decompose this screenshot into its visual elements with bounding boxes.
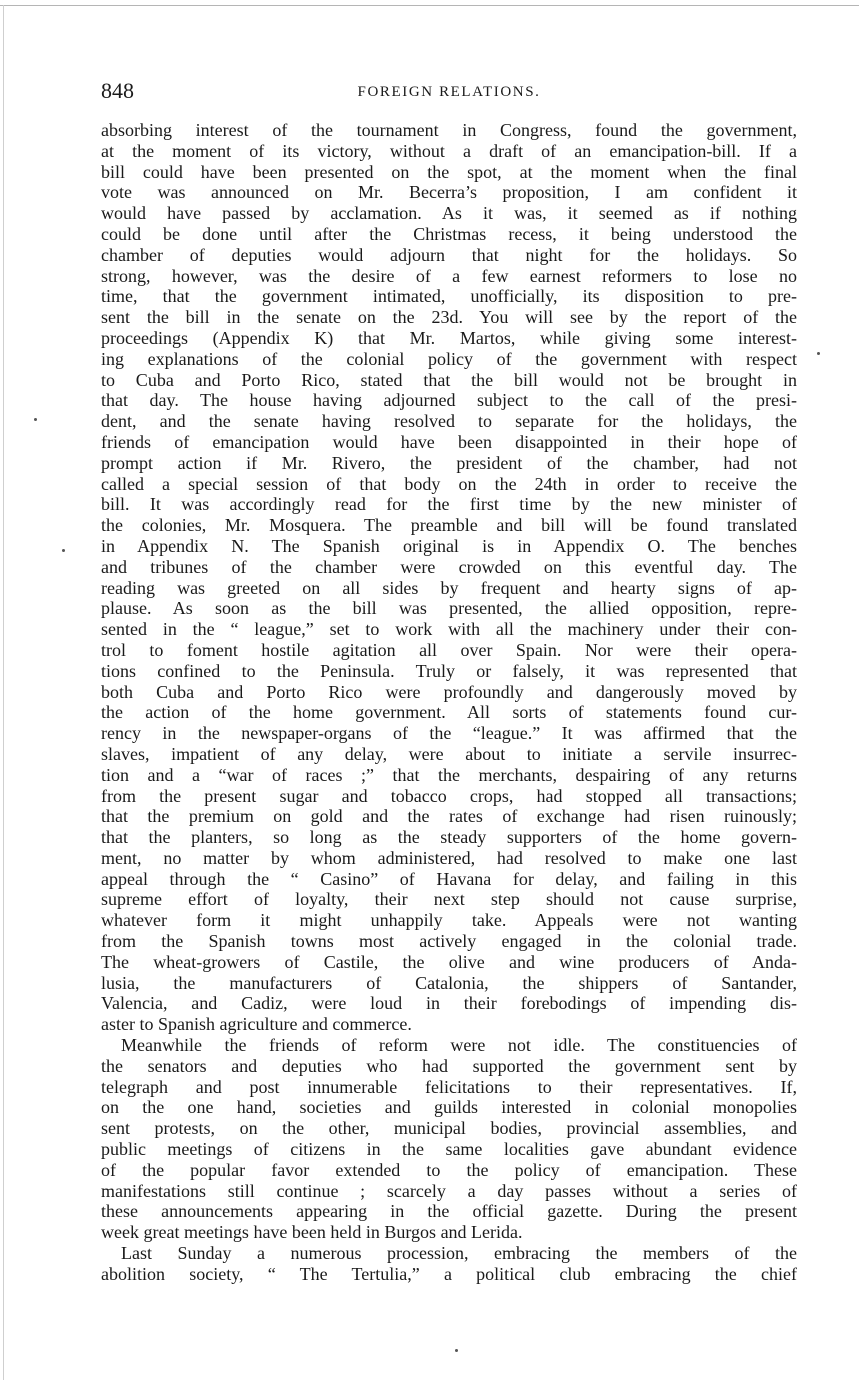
text-line: prompt action if Mr. Rivero, the president of the chamber, had not bbox=[101, 452, 797, 473]
text-line: bill could have been presented on the spot, at the moment when the final bbox=[101, 161, 797, 182]
text-line: slaves, impatient of any delay, were about to initiate a servile insurrec- bbox=[101, 743, 797, 764]
page-header bbox=[101, 78, 797, 108]
text-line: on the one hand, societies and guilds interested in colonial monopolies bbox=[101, 1097, 797, 1118]
text-line: called a special session of that body on the 24th in order to receive the bbox=[101, 473, 797, 494]
text-line: could be done until after the Christmas recess, it being understood the bbox=[101, 223, 797, 244]
text-line: the action of the home government. All sorts of statements found cur- bbox=[101, 702, 797, 723]
text-line: the senators and deputies who had supported the government sent by bbox=[101, 1055, 797, 1076]
text-line: to Cuba and Porto Rico, stated that the bill would not be brought in bbox=[101, 369, 797, 390]
margin-speck bbox=[62, 549, 65, 552]
text-line: abolition society, “ The Tertulia,” a political club embracing the chief bbox=[101, 1263, 797, 1284]
text-line: plause. As soon as the bill was presented, the allied opposition, repre- bbox=[101, 598, 797, 619]
text-line: The wheat-growers of Castile, the olive and wine producers of Anda- bbox=[101, 951, 797, 972]
text-line: time, that the government intimated, unofficially, its disposition to pre- bbox=[101, 286, 797, 307]
paragraph bbox=[101, 1243, 797, 1285]
text-line: friends of emancipation would have been disappointed in their hope of bbox=[101, 431, 797, 452]
text-line: that the planters, so long as the steady supporters of the home govern- bbox=[101, 827, 797, 848]
text-line: from the Spanish towns most actively engaged in the colonial trade. bbox=[101, 931, 797, 952]
text-line: absorbing interest of the tournament in Congress, found the government, bbox=[101, 120, 797, 140]
body-text bbox=[101, 120, 797, 1285]
text-line: tion and a “war of races ;” that the merchants, despairing of any returns bbox=[101, 764, 797, 785]
text-line: the colonies, Mr. Mosquera. The preamble and bill will be found translated bbox=[101, 515, 797, 536]
text-line: Last Sunday a numerous procession, embracing the members of the bbox=[121, 1243, 797, 1264]
text-line: telegraph and post innumerable felicitations to their representatives. If, bbox=[101, 1076, 797, 1097]
text-line: that the premium on gold and the rates of exchange had risen ruinously; bbox=[101, 806, 797, 827]
margin-speck bbox=[455, 1349, 458, 1352]
text-line: whatever form it might unhappily take. Appeals were not wanting bbox=[101, 910, 797, 931]
margin-speck bbox=[817, 352, 820, 355]
text-line: these announcements appearing in the official gazette. During the present bbox=[101, 1201, 797, 1222]
text-line: lusia, the manufacturers of Catalonia, the shippers of Santander, bbox=[101, 972, 797, 993]
text-line: dent, and the senate having resolved to separate for the holidays, the bbox=[101, 411, 797, 432]
margin-speck bbox=[34, 418, 37, 421]
text-line: sented in the “ league,” set to work with all the machinery under their con- bbox=[101, 619, 797, 640]
text-line: of the popular favor extended to the policy of emancipation. These bbox=[101, 1159, 797, 1180]
text-line: both Cuba and Porto Rico were profoundly and dangerously moved by bbox=[101, 681, 797, 702]
text-line: in Appendix N. The Spanish original is in Appendix O. The benches bbox=[101, 535, 797, 556]
paragraph bbox=[101, 120, 797, 1035]
text-line: Meanwhile the friends of reform were not idle. The constituencies of bbox=[121, 1035, 797, 1056]
text-line: that day. The house having adjourned subject to the call of the presi- bbox=[101, 390, 797, 411]
text-line: supreme effort of loyalty, their next step should not cause surprise, bbox=[101, 889, 797, 910]
text-line: rency in the newspaper-organs of the “league.” It was affirmed that the bbox=[101, 723, 797, 744]
text-line: trol to foment hostile agitation all over Spain. Nor were their opera- bbox=[101, 639, 797, 660]
text-line: bill. It was accordingly read for the first time by the new minister of bbox=[101, 494, 797, 515]
text-line: public meetings of citizens in the same localities gave abundant evidence bbox=[101, 1139, 797, 1160]
page-number: 848 bbox=[101, 78, 134, 103]
text-line: aster to Spanish agriculture and commerce. bbox=[101, 1014, 412, 1035]
text-line: ment, no matter by whom administered, had resolved to make one last bbox=[101, 847, 797, 868]
text-line: appeal through the “ Casino” of Havana for delay, and failing in this bbox=[101, 868, 797, 889]
text-line: manifestations still continue ; scarcely a day passes without a series of bbox=[101, 1180, 797, 1201]
text-line: Valencia, and Cadiz, were loud in their forebodings of impending dis- bbox=[101, 993, 797, 1014]
text-line: proceedings (Appendix K) that Mr. Martos, while giving some interest- bbox=[101, 327, 797, 348]
text-line: ing explanations of the colonial policy of the government with respect bbox=[101, 348, 797, 369]
text-line: would have passed by acclamation. As it was, it seemed as if nothing bbox=[101, 203, 797, 224]
text-line: chamber of deputies would adjourn that night for the holidays. So bbox=[101, 244, 797, 265]
paragraph bbox=[101, 1035, 797, 1243]
text-line: sent protests, on the other, municipal bodies, provincial assemblies, and bbox=[101, 1118, 797, 1139]
text-line: reading was greeted on all sides by frequent and hearty signs of ap- bbox=[101, 577, 797, 598]
text-line: from the present sugar and tobacco crops, had stopped all transactions; bbox=[101, 785, 797, 806]
text-line: strong, however, was the desire of a few earnest reformers to lose no bbox=[101, 265, 797, 286]
text-line: tions confined to the Peninsula. Truly or falsely, it was represented that bbox=[101, 660, 797, 681]
top-edge-rule bbox=[0, 5, 859, 6]
left-edge-rule bbox=[3, 5, 4, 1380]
text-line: and tribunes of the chamber were crowded on this eventful day. The bbox=[101, 556, 797, 577]
text-line: sent the bill in the senate on the 23d. You will see by the report of the bbox=[101, 307, 797, 328]
running-title: FOREIGN RELATIONS. bbox=[357, 84, 541, 100]
text-line: vote was announced on Mr. Becerra’s proposition, I am confident it bbox=[101, 182, 797, 203]
text-line: at the moment of its victory, without a draft of an emancipation-bill. If a bbox=[101, 140, 797, 161]
text-line: week great meetings have been held in Burgos and Lerida. bbox=[101, 1222, 523, 1243]
